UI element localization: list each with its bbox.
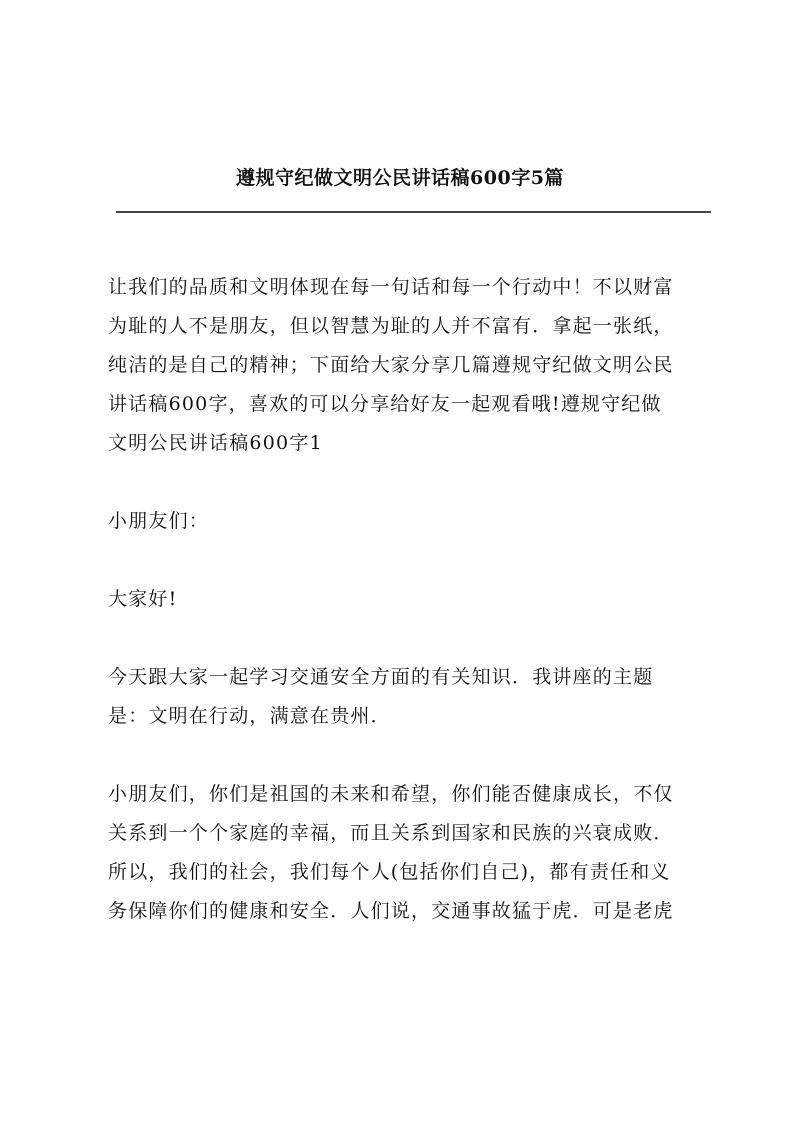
paragraph-salutation [108,502,718,541]
paragraph-greeting [108,580,718,619]
text-line: 小朋友们： [108,510,210,532]
text-line: 是：文明在行动，满意在贵州． [108,705,391,727]
paragraph-intro [108,268,718,463]
text-line: 务保障你们的健康和安全．人们说，交通事故猛于虎．可是老虎 [108,900,674,922]
paragraph-topic [108,658,718,736]
text-line: 关系到一个个家庭的幸福，而且关系到国家和民族的兴衰成败． [108,822,674,844]
text-line: 所以，我们的社会，我们每个人(包括你们自己)，都有责任和义 [108,861,671,883]
text-line: 小朋友们，你们是祖国的未来和希望，你们能否健康成长，不仅 [108,783,674,805]
text-line: 讲话稿600字，喜欢的可以分享给好友一起观看哦!遵规守纪做 [108,393,662,415]
paragraph-body [108,775,718,931]
title-divider [116,211,711,213]
text-line: 文明公民讲话稿600字1 [108,432,323,454]
document-body [108,268,718,970]
text-line: 为耻的人不是朋友，但以智慧为耻的人并不富有．拿起一张纸， [108,315,674,337]
text-line: 今天跟大家一起学习交通安全方面的有关知识．我讲座的主题 [108,666,654,688]
document-title: 遵规守纪做文明公民讲话稿600字5篇 [236,167,564,189]
text-line: 让我们的品质和文明体现在每一句话和每一个行动中！不以财富 [108,276,674,298]
text-line: 大家好! [108,588,178,610]
text-line: 纯洁的是自己的精神；下面给大家分享几篇遵规守纪做文明公民 [108,354,674,376]
